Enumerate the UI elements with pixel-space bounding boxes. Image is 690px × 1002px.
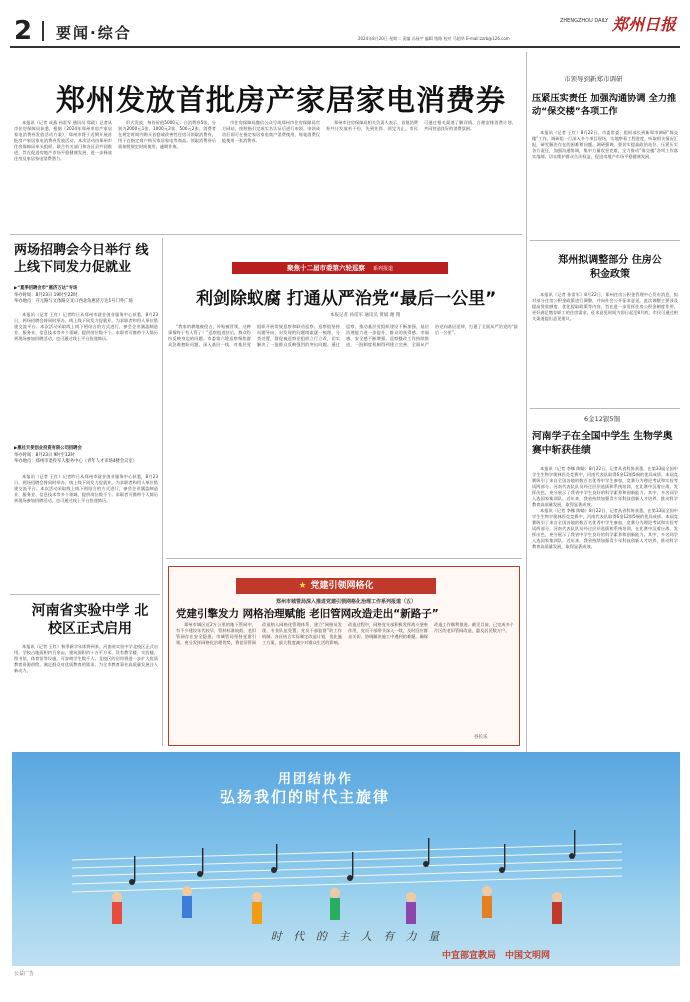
ad-caption: 时 代 的 主 人 有 力 量: [270, 930, 444, 943]
lead-col-4: 郑州市住房保障局相关负责人表示，首批消费券共计发放若干份，先到先得、领完为止。市民可通过相关渠道了解详情，合理安排消费计划，共同营造良好的消费氛围。: [326, 120, 516, 131]
left1-text-b: 本报讯（记者 王红）记者昨日从郑州市就业创业服务中心获悉，8月23日，两场招聘会将同时举办，线上线下同发力促就业，为求职者和用人单位搭建交流平台。本次活动采取线上线下相结合的方式进行，参会企业涵盖制造业、服务业、信息技术等多个领域，提供岗位数千个。求职者可携带个人简历到现场参加招聘活动，也可通过线上平台投递简历。: [14, 474, 158, 503]
section-divider: [42, 21, 44, 41]
left1-text: 本报讯（记者 王红）记者昨日从郑州市就业创业服务中心获悉，8月23日，两场招聘会将同时举办，线上线下同发力促就业，为求职者和用人单位搭建交流平台。本次活动采取线上线下相结合的方式进行，参会企业涵盖制造业、服务业、信息技术等多个领域，提供岗位数千个。求职者可携带个人简历到现场参加招聘活动，也可通过线上平台投递简历。: [14, 312, 158, 341]
party-banner-sub: 郑州市城管局深入推进党建引领网格化治理工作系列报道（五）: [275, 599, 416, 605]
lead-col-1: 本报讯（记者 成燕 孙雷军 通讯员 郑政）记者从市住房保障局获悉，根据《2024年郑州市房产家居家电消费券发放活动方案》，郑州市将于近期开展首批房产家居家电消费券发放活动。本次活动由郑州市住房保障局牵头组织，联合有关部门和各区县共同推进，旨在促进房地产市场平稳健康发展，进一步释放住房及家居家电消费潜力。: [14, 120, 112, 161]
party-headline: 党建引擎发力 网格治理赋能 老旧管网改造走出“新路子”: [176, 608, 439, 620]
lead-bottom-rule: [10, 234, 522, 235]
ad-line-1: 用团结协作: [278, 772, 354, 787]
ad-line-2: 弘扬我们的时代主旋律: [220, 788, 391, 806]
ad-banner: [12, 752, 680, 966]
masthead-rule: [10, 46, 680, 48]
party-banner-text: 党建引领网格化: [310, 581, 374, 591]
left1-bottom-rule: [10, 594, 160, 595]
lead-headline: 郑州发放首批房产家居家电消费券: [56, 83, 507, 117]
bullet-6: 举办地点：郑州市退役军人服务中心（青年人才市场4楼会议室）: [14, 459, 138, 464]
ad-org: 中宣部宣教局 中国文明网: [442, 951, 551, 961]
bullet-2: 举办时间：8月23日 19时至22时: [14, 292, 78, 298]
right1-text: 本报讯（记者 王红）8月22日，市委常委、组织部长到新郑市调研“保交楼”工作。调研组一行深入多个项目现场，实地察看工程进度，听取相关情况汇报，研究解决存在的困难和问题。调研强调，要切实提高政治站位，压紧压实各方责任，加强沟通协调，集中力量攻坚克难，全力推动“保交楼”各项工作落实落细，切实维护群众合法权益，促进房地产市场平稳健康发展。: [532, 130, 678, 159]
feature-bottom-rule: [166, 558, 522, 559]
feature-headline: 利剑除蚁腐 打通从严治党“最后一公里”: [196, 289, 497, 309]
party-emblem-icon: ★: [298, 581, 307, 591]
party-signature: 谷长乐: [474, 735, 488, 740]
bullet-1: ▶“夏季招聘会市“惠济万达”专场: [14, 286, 78, 291]
left1-headline: 两场招聘会今日举行 线上线下同发力促就业: [14, 243, 149, 275]
right2-bottom-rule: [530, 408, 680, 409]
date-line: 2024年8月20日 星期二 责编 冯禄宇 编辑 钱路 校对 马超华 E-mail:zzrb@126.com: [358, 36, 510, 41]
bullet-4: ▶惠社天使创业投资有限公司招聘会: [14, 446, 82, 451]
lead-col-3: 市住房保障局微信公众号或郑州市住房保障局官方网站，按照指引完成实名认证后进行申领。申领成功后即可在指定家居家电商户消费使用，每笔消费仅能使用一张消费券。: [222, 120, 320, 143]
left2-text: 本报讯（记者 王红）秋季新学年即将到来，河南省实验中学北校区正式启用。学校占地面积约百余亩，建筑面积约十万平方米，设有教学楼、实验楼、图书馆、体育馆等设施，可容纳学生数千人。北校区的启用将进一步扩大优质教育资源供给，满足群众对优质教育的需求，为全市教育事业高质量发展注入新动力。: [14, 644, 158, 673]
left-col-rule: [162, 238, 163, 746]
right1-kicker: 市领导到新郑市调研: [564, 75, 623, 83]
page-number: 2: [14, 16, 33, 46]
left1-bullets: [14, 286, 158, 306]
left1-bullets-b: [14, 446, 158, 466]
masthead: [0, 0, 690, 44]
feature-tag: [232, 262, 448, 274]
right1-bottom-rule: [530, 240, 680, 241]
right3-headline: 河南学子在全国中学生 生物学奥赛中斩获佳绩: [532, 431, 673, 456]
right2-headline: 郑州拟调整部分 住房公积金政策: [558, 255, 662, 280]
bullet-3: 举办地点：开元路与文体路交叉口西北角惠济万达1号门外广场: [14, 299, 133, 304]
party-text: 郑州市城区近2万公里的地下管网中，有不少建设年代较早、管材标准较低，老旧管网存在安全隐患。市城管局坚持党建引领，充分发挥网格化治理优势，将老旧管网改造纳入网格化管理体系，建立“网格员发现、专业队伍处置、党员干部监督”的工作机制。各区结合实际制定改造计划，优化施工方案，最大程度减少对群众生活的影响。改造过程中，网格党支部积极发挥战斗堡垒作用，党员干部带头深入一线，及时回应群众关切，协调解决施工中遇到的难题，确保改造工作顺利推进。截至目前，已完成多个片区的老旧管网改造，惠及居民数万户。: [176, 622, 514, 645]
feature-text: “我家的耕地被侵占，补贴被冒领，这种事情终于有人管了！”巡察组进驻后，群众纷纷反映身边的问题。市委第六轮巡察聚焦群众急难愁盼问题，深入基层一线，对基层党组织开展常规巡察和联动巡察。巡察组坚持问题导向，对发现的问题线索逐一梳理、分类处置，督促被巡察党组织立行立改，切实解决了一批群众反映强烈的突出问题。通过巡察，推动基层党组织建设不断加强，基层治理能力进一步提升，群众的获得感、幸福感、安全感不断增强。巡察整改工作持续推进，一批制度机制得到建立完善，全面从严治党向基层延伸，打通了全面从严治党的“最后一公里”。: [168, 324, 518, 347]
right3-text: 本报讯（记者 李娜 陶婧）8月22日，记者从省科协获悉，在第33届全国中学生生物学奥林匹克竞赛中，河南代表队取得6金12银5铜的优异成绩。本届竞赛吸引了来自全国各地的数百名优秀中学生参加，竞赛分为理论考试和实验考试两部分。河南代表队队员经过层层选拔和系统培训，在比赛中沉着应战、发挥出色，充分展示了我省中学生良好的科学素养和创新能力。其中，多名同学入选国家集训队。近年来，我省持续加强青少年科技创新人才培养，推动科学教育高质量发展，取得显著成效。 本报讯（记者 李娜 陶婧）8月22日，记者从省科协获悉，在第33届全国中学生生物学奥林匹克竞赛中，河南代表队取得6金12银5铜的优异成绩。本届竞赛吸引了来自全国各地的数百名优秀中学生参加，竞赛分为理论考试和实验考试两部分。河南代表队队员经过层层选拔和系统培训，在比赛中沉着应战、发挥出色，充分展示了我省中学生良好的科学素养和创新能力。其中，多名同学入选国家集训队。近年来，我省持续加强青少年科技创新人才培养，推动科学教育高质量发展，取得显著成效。: [532, 466, 678, 549]
party-banner: [236, 578, 436, 594]
ad-label: 公益广告: [14, 971, 35, 977]
right3-kicker: 6金12银5铜: [584, 415, 621, 423]
section-title: 要闻·综合: [56, 24, 132, 42]
paper-name-en: ZHENGZHOU DAILY: [560, 18, 609, 24]
right2-text: 本报讯（记者 孙雷军）8月22日，郑州住房公积金管理中心发布消息，拟对部分住房公积金政策进行调整，并向社会公开征求意见。此次调整主要涉及提高贷款额度、优化提取政策等内容，旨在进一步发挥住房公积金制度作用，更好满足缴存职工的住房需求。征求意见时间为即日起至8月底，市民可通过相关渠道提出意见建议。: [532, 292, 678, 321]
feature-tag-small: 系列报道: [373, 266, 394, 272]
right1-headline: 压紧压实责任 加强沟通协调 全力推动“保交楼”各项工作: [532, 93, 677, 117]
left2-headline: 河南省实验中学 北校区正式启用: [31, 603, 149, 637]
feature-byline: 本报记者 孙雷军 通讯员 黄斌 谢 翔: [330, 313, 401, 318]
bullet-5: 举办时间：8月23日 9时至12时: [14, 452, 75, 458]
feature-tag-title: 聚焦十二届市委第六轮巡察: [286, 264, 365, 272]
paper-name-cn: 郑州日报: [612, 15, 677, 34]
lead-col-2: 形式发放，每份价值5000元；合消费券5张，分别为2000元1张、1000元2张、500元2张。消费者在规定时间内购买首套或改善性住房可领取消费券，用于在指定商户购买家居家电等商品。领取消费券后需按照规定时间使用，逾期作废。: [118, 120, 216, 149]
